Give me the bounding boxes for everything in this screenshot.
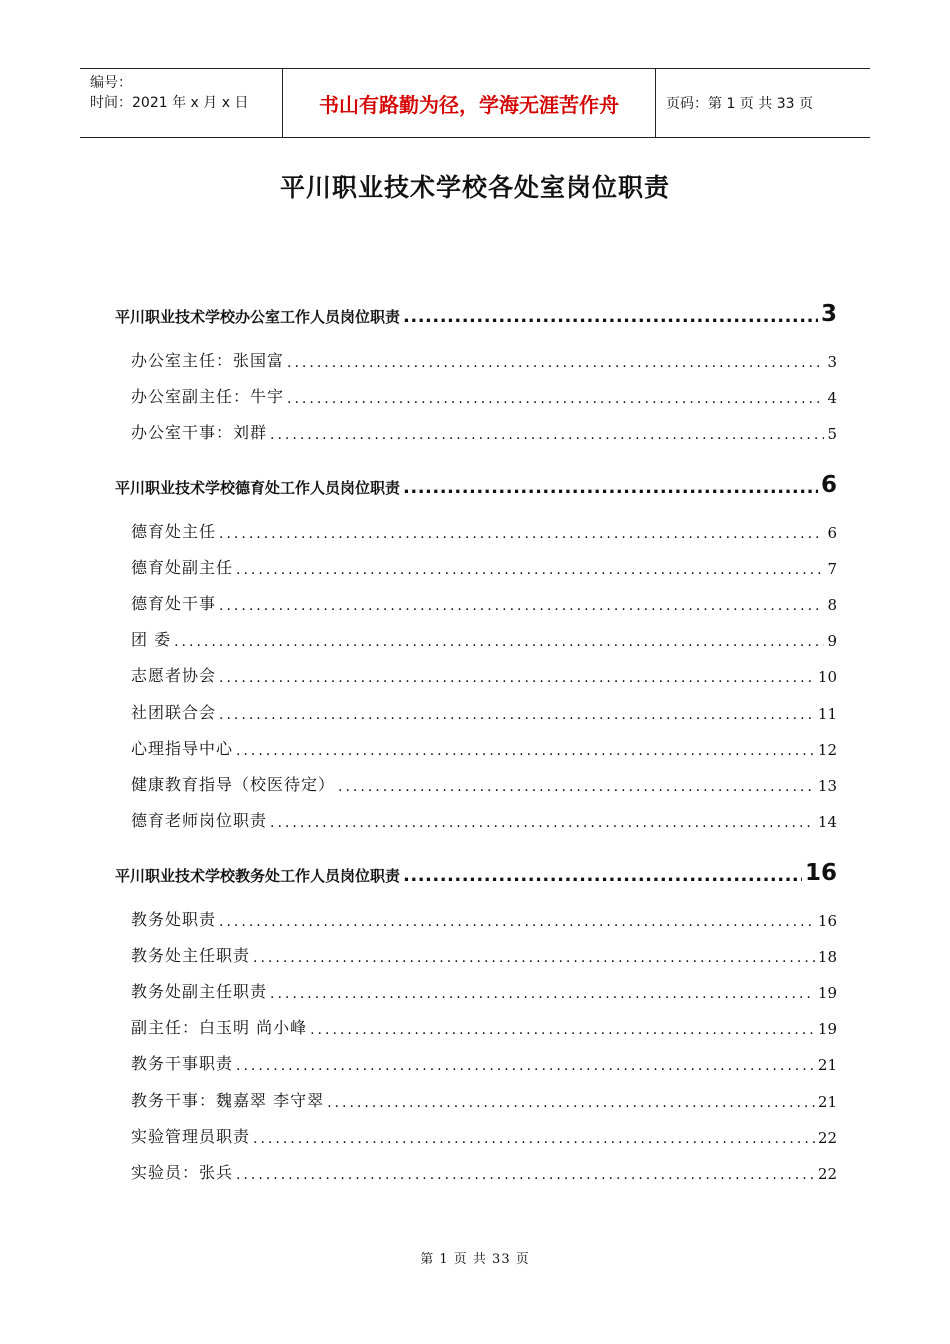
- toc-leader-dots: [236, 562, 824, 578]
- toc-leader-dots: [403, 307, 818, 327]
- toc-leader-dots: [403, 866, 802, 886]
- toc-leader-dots: [219, 707, 815, 723]
- toc-item-entry[interactable]: [131, 807, 837, 831]
- toc-item-title: 社团联合会: [131, 702, 217, 722]
- toc-leader-dots: [403, 478, 818, 498]
- toc-item-page: 19: [817, 1020, 837, 1039]
- page-footer: 第 1 页 共 33 页: [420, 1252, 530, 1267]
- toc-leader-dots: [310, 1022, 815, 1038]
- header-page-info: 页码：第 1 页 共 33 页: [666, 96, 813, 112]
- toc-item-title: 副主任：白玉明 尚小峰: [131, 1018, 308, 1038]
- toc-item-title: 健康教育指导（校医待定）: [131, 774, 336, 794]
- toc-item-page: 7: [827, 560, 837, 579]
- toc-item-page: 11: [817, 704, 837, 723]
- toc-item-title: 实验员：张兵: [131, 1162, 234, 1182]
- toc-section-page: 3: [820, 301, 837, 327]
- toc-item-entry[interactable]: [131, 590, 837, 614]
- toc-section-entry[interactable]: [115, 468, 837, 498]
- toc-section-entry[interactable]: [115, 856, 837, 886]
- toc-item-entry[interactable]: [131, 1014, 837, 1038]
- toc-item-title: 教务处职责: [131, 910, 217, 929]
- toc-item-title: 教务处副主任职责: [131, 982, 268, 1002]
- toc-item-entry[interactable]: [131, 942, 837, 966]
- toc-item-entry[interactable]: [131, 626, 837, 650]
- toc-item-title: 志愿者协会: [131, 666, 217, 686]
- toc-item-entry[interactable]: [131, 699, 837, 723]
- toc-item-title: 德育处主任: [131, 522, 217, 541]
- toc-item-page: 4: [827, 389, 837, 408]
- toc-item-page: 13: [817, 776, 837, 795]
- toc-section-page: 6: [820, 472, 837, 498]
- toc-item-page: 6: [827, 524, 837, 542]
- toc-leader-dots: [236, 743, 815, 759]
- toc-item-entry[interactable]: [131, 1050, 837, 1074]
- header-meta: [80, 69, 282, 137]
- toc-leader-dots: [219, 670, 815, 686]
- toc-item-page: 19: [817, 984, 837, 1003]
- toc-item-entry[interactable]: [131, 735, 837, 759]
- toc-section-entry[interactable]: [115, 297, 837, 327]
- toc-leader-dots: [270, 427, 824, 443]
- toc-section-title: 平川职业技术学校德育处工作人员岗位职责: [115, 479, 401, 497]
- toc-leader-dots: [236, 1167, 815, 1183]
- toc-item-title: 团 委: [131, 630, 172, 650]
- toc-item-entry[interactable]: [131, 347, 837, 371]
- toc-leader-dots: [219, 914, 815, 930]
- toc-item-page: 10: [817, 668, 837, 687]
- toc-leader-dots: [327, 1095, 815, 1111]
- toc-item-page: 22: [817, 1128, 837, 1147]
- toc-item-page: 18: [817, 948, 837, 967]
- toc-section-title: 平川职业技术学校办公室工作人员岗位职责: [115, 308, 401, 326]
- toc-item-title: 心理指导中心: [131, 738, 234, 758]
- toc-leader-dots: [174, 634, 824, 650]
- toc-item-title: 实验管理员职责: [131, 1126, 251, 1146]
- toc-item-page: 14: [817, 812, 837, 831]
- toc-leader-dots: [338, 779, 815, 795]
- header-motto: 书山有路勤为径，学海无涯苦作舟: [282, 69, 656, 137]
- toc-item-entry[interactable]: [131, 554, 837, 578]
- toc-item-page: 3: [827, 353, 837, 371]
- toc-item-page: 8: [827, 596, 837, 615]
- toc-item-entry[interactable]: [131, 978, 837, 1002]
- toc-item-entry[interactable]: [131, 1087, 837, 1111]
- toc-section-title: 平川职业技术学校教务处工作人员岗位职责: [115, 867, 401, 885]
- document-number: 编号：: [90, 75, 132, 91]
- document-title: 平川职业技术学校各处室岗位职责: [279, 173, 670, 202]
- toc-leader-dots: [270, 815, 815, 831]
- toc-item-page: 21: [817, 1092, 837, 1111]
- toc-item-title: 德育处副主任: [131, 558, 234, 578]
- toc-item-title: 办公室副主任：牛宇: [131, 387, 285, 407]
- toc-leader-dots: [219, 526, 824, 542]
- toc-leader-dots: [270, 986, 815, 1002]
- toc-item-page: 5: [827, 425, 837, 444]
- toc-item-entry[interactable]: [131, 771, 837, 795]
- toc-item-entry[interactable]: [131, 1159, 837, 1183]
- toc-item-entry[interactable]: [131, 906, 837, 930]
- toc-leader-dots: [287, 391, 824, 407]
- toc-leader-dots: [236, 1058, 815, 1074]
- toc-item-title: 教务处主任职责: [131, 946, 251, 966]
- toc-item-page: 16: [817, 912, 837, 930]
- toc-section-page: 16: [804, 860, 837, 886]
- toc-item-title: 教务干事：魏嘉翠 李守翠: [131, 1090, 325, 1110]
- toc-item-title: 教务干事职责: [131, 1054, 234, 1074]
- toc-item-page: 12: [817, 740, 837, 759]
- toc-item-page: 9: [827, 632, 837, 651]
- toc-item-entry[interactable]: [131, 419, 837, 443]
- toc-leader-dots: [287, 355, 824, 371]
- toc-item-entry[interactable]: [131, 383, 837, 407]
- toc-item-title: 德育老师岗位职责: [131, 810, 268, 830]
- toc-leader-dots: [219, 598, 824, 614]
- toc-item-entry[interactable]: [131, 662, 837, 686]
- page-header: [80, 68, 870, 138]
- toc-item-page: 22: [817, 1164, 837, 1183]
- toc-leader-dots: [253, 950, 815, 966]
- toc-leader-dots: [253, 1131, 815, 1147]
- toc-item-entry[interactable]: [131, 1123, 837, 1147]
- toc-item-title: 办公室干事：刘群: [131, 423, 268, 443]
- toc-item-title: 德育处干事: [131, 594, 217, 614]
- document-date: 时间：2021 年 x 月 x 日: [90, 95, 249, 111]
- toc-item-page: 21: [817, 1056, 837, 1075]
- toc-item-entry[interactable]: [131, 518, 837, 542]
- toc-item-title: 办公室主任：张国富: [131, 351, 285, 370]
